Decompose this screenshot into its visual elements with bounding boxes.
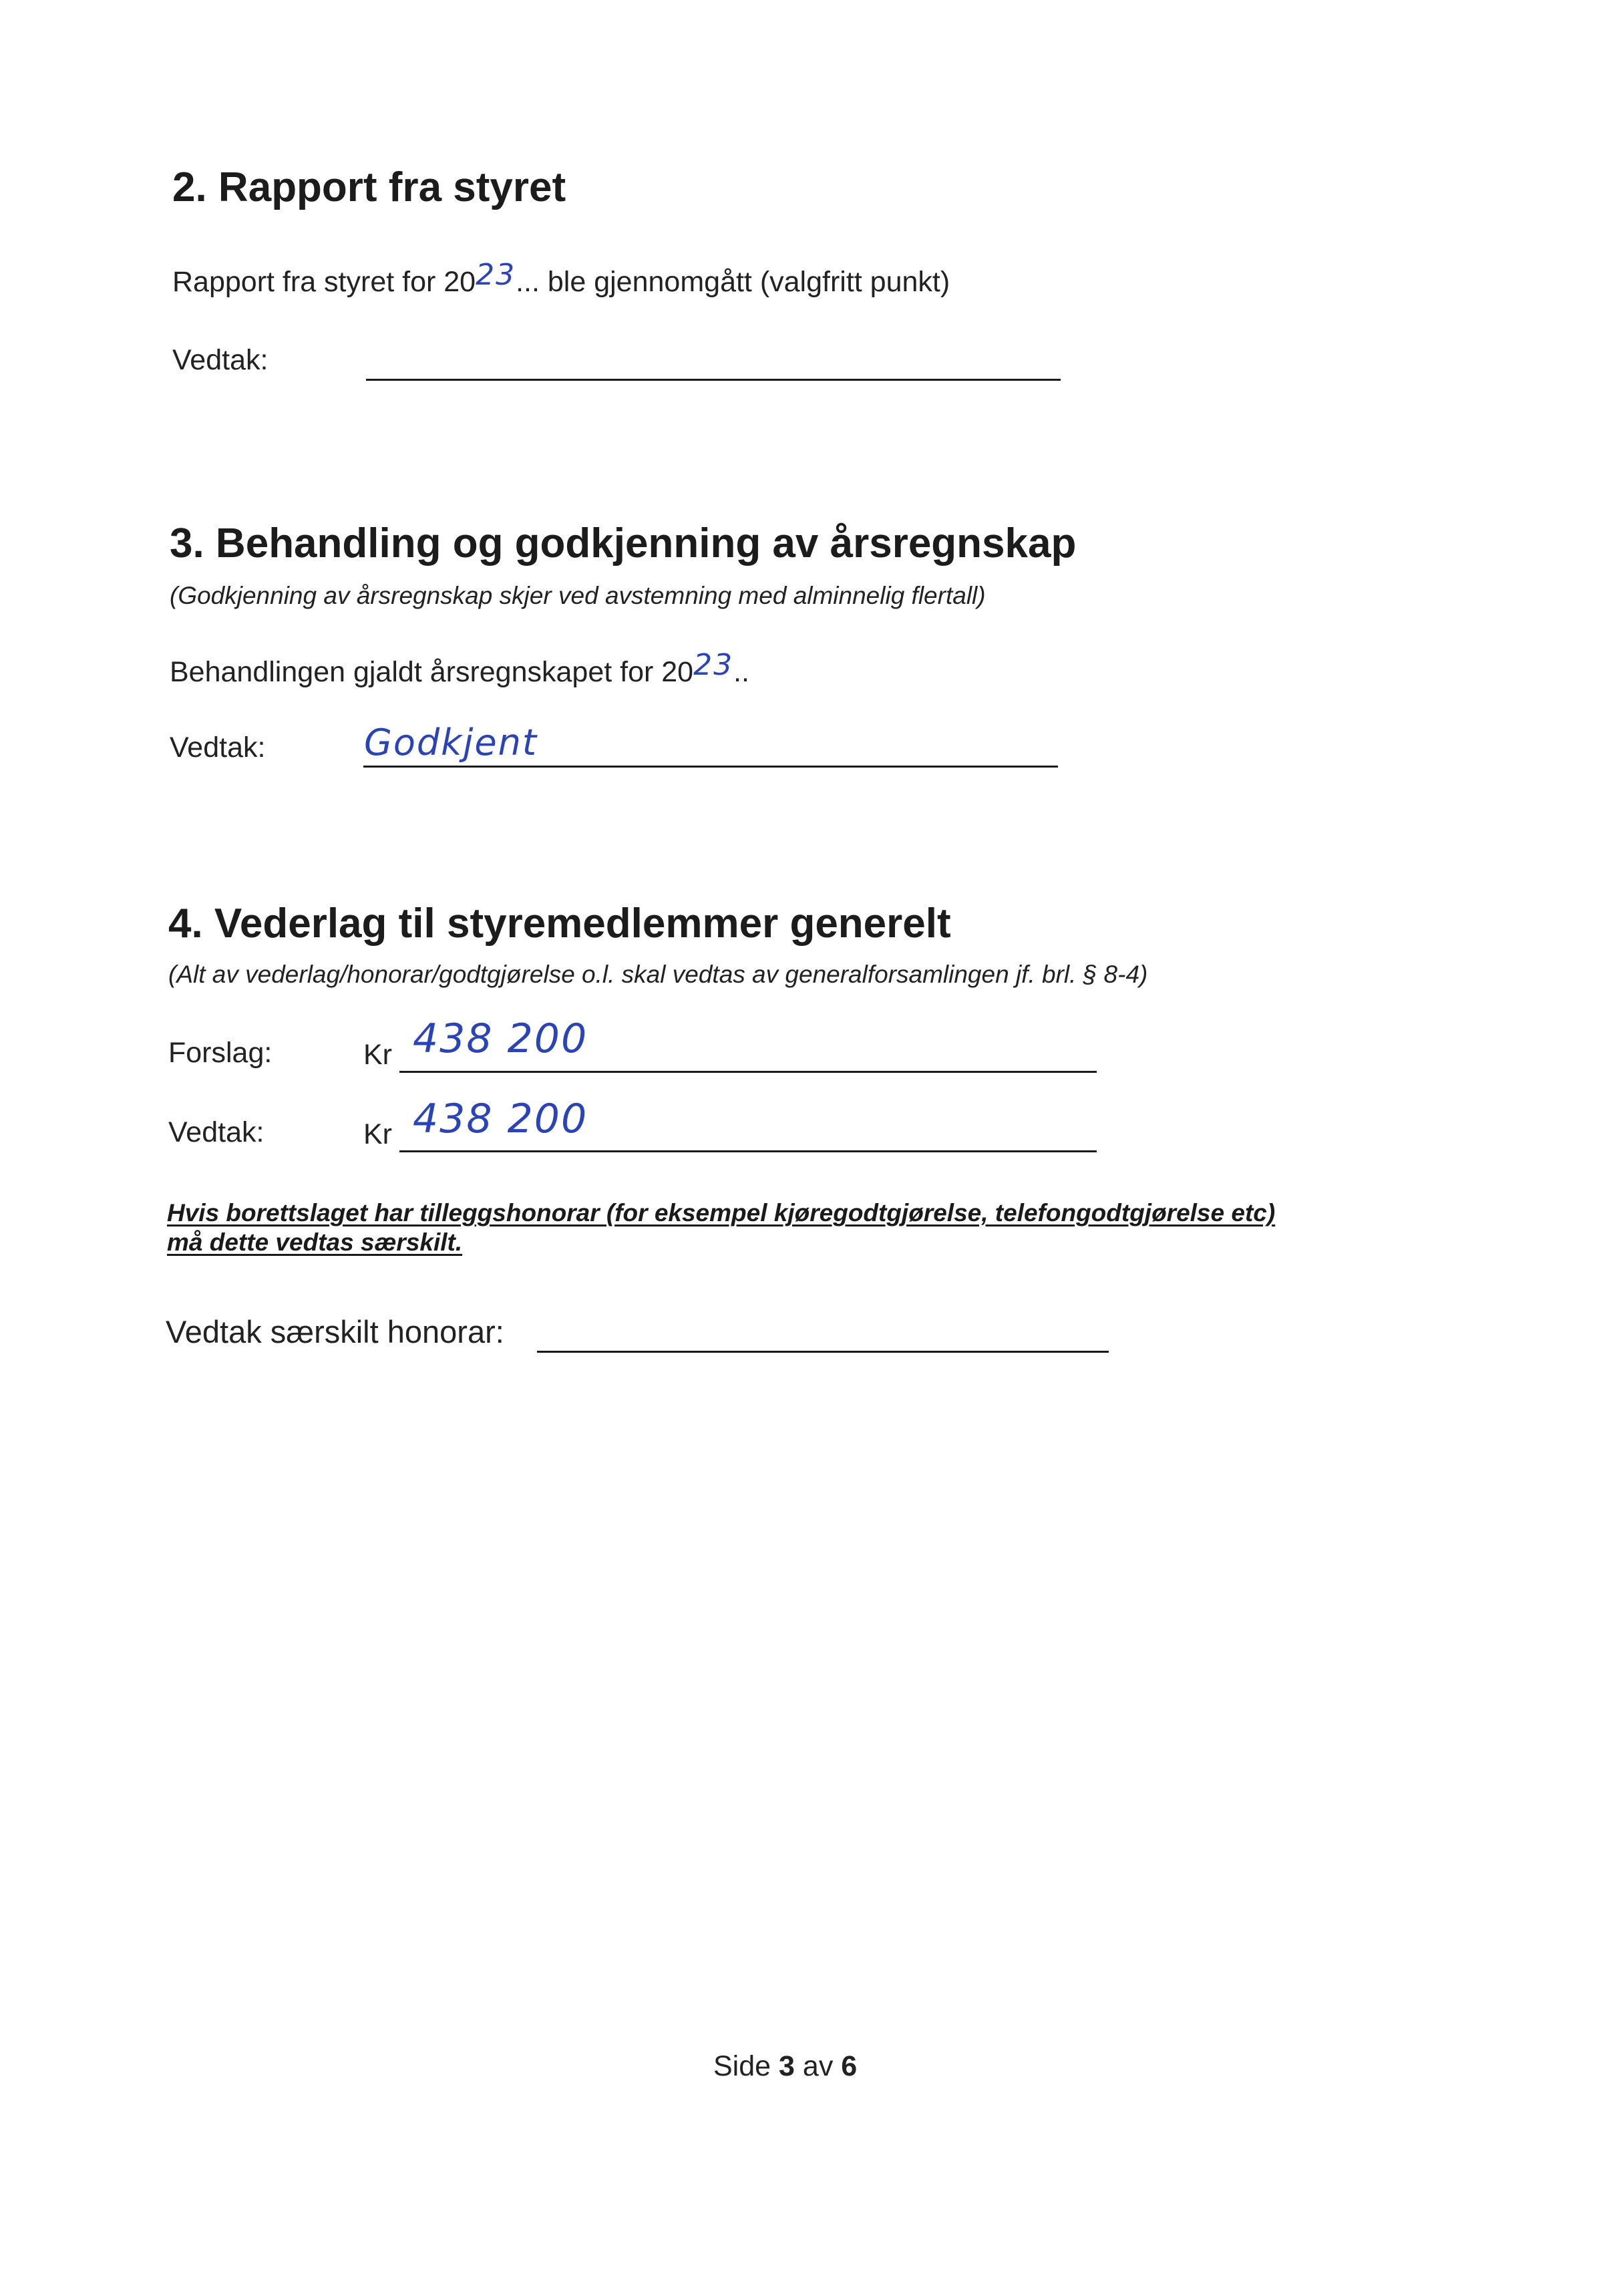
section-3-vedtak-handwritten[interactable]: Godkjent	[364, 721, 538, 764]
section-3-subtitle: (Godkjenning av årsregnskap skjer ved avstemning med alminnelig flertall)	[170, 582, 986, 609]
forslag-amount-handwritten[interactable]: 438 200	[413, 1015, 588, 1062]
forslag-currency: Kr	[363, 1039, 392, 1071]
section-3-vedtak-line	[363, 766, 1058, 768]
page-total: 6	[841, 2050, 858, 2082]
forslag-label: Forslag:	[168, 1037, 273, 1069]
forslag-line	[399, 1071, 1097, 1073]
section-3-title: 3. Behandling og godkjenning av årsregnskap	[170, 520, 1077, 566]
section-3-treatment-sentence	[170, 648, 750, 688]
section-3-vedtak-label: Vedtak:	[170, 731, 266, 764]
section-2-report-sentence	[172, 258, 950, 298]
notice-line-1: Hvis borettslaget har tilleggshonorar (for eksempel kjøregodtgjørelse, telefongodtgjørelse etc)	[167, 1199, 1276, 1226]
page-side-label: Side	[713, 2050, 771, 2082]
report-suffix: ... ble gjennomgått (valgfritt punkt)	[516, 266, 950, 298]
section-2-title: 2. Rapport fra styret	[172, 164, 566, 210]
section-4-subtitle: (Alt av vederlag/honorar/godtgjørelse o.l. skal vedtas av generalforsamlingen jf. brl. § 8-4)	[168, 961, 1148, 988]
section-2-vedtak-label: Vedtak:	[172, 344, 269, 376]
section-4-vedtak-label: Vedtak:	[168, 1116, 264, 1148]
special-fee-line	[537, 1351, 1109, 1353]
report-prefix: Rapport fra styret for 20	[172, 266, 476, 298]
treatment-prefix: Behandlingen gjaldt årsregnskapet for 20	[170, 656, 694, 688]
report-year-handwritten[interactable]: 23	[476, 258, 516, 292]
treatment-year-handwritten[interactable]: 23	[693, 648, 734, 682]
treatment-suffix: ..	[733, 656, 750, 688]
special-fee-label: Vedtak særskilt honorar:	[166, 1314, 504, 1349]
notice-line-2: må dette vedtas særskilt.	[167, 1228, 463, 1257]
section-4-title: 4. Vederlag til styremedlemmer generelt	[168, 900, 951, 947]
page-number	[713, 2052, 857, 2081]
section-2-vedtak-line	[366, 379, 1061, 381]
vedtak-amount-handwritten[interactable]: 438 200	[413, 1096, 588, 1142]
vedtak-amount-line	[399, 1150, 1097, 1152]
additional-fee-notice	[167, 1198, 1275, 1258]
page-av-label: av	[802, 2050, 834, 2082]
page-current: 3	[779, 2050, 795, 2082]
vedtak-currency: Kr	[363, 1118, 392, 1150]
